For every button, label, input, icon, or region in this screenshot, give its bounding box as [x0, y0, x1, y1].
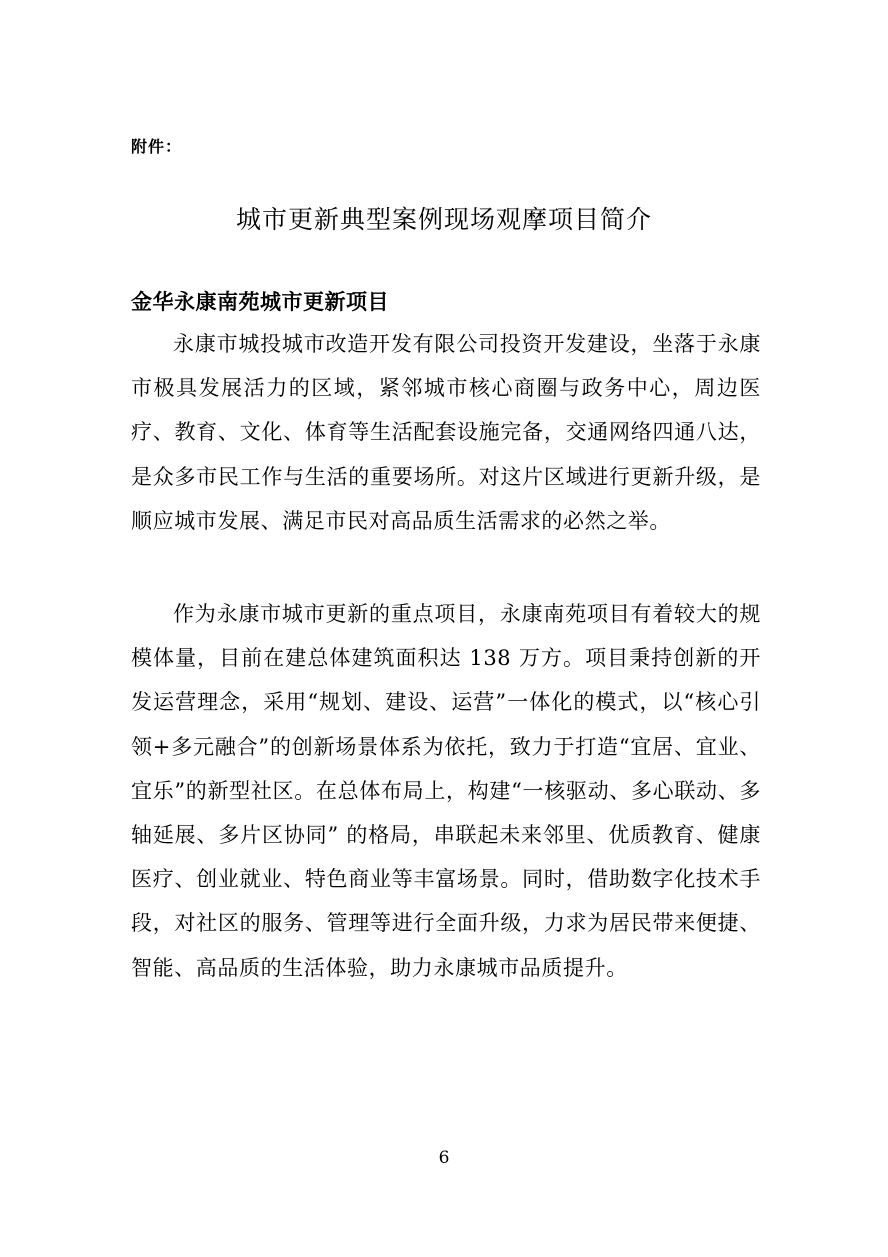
body-paragraph: 永康市城投城市改造开发有限公司投资开发建设，坐落于永康市极具发展活力的区域，紧邻城市核心商圈与政务中心，周边医疗、教育、文化、体育等生活配套设施完备，交通网络四通八达，是众多市民工作与生活的重要场所。对这片区域进行更新升级，是顺应城市发展、满足市民对高品质生活需求的必然之举。	[131, 332, 761, 533]
section-heading: 金华永康南苑城市更新项目	[131, 290, 389, 314]
body-paragraph: 作为永康市城市更新的重点项目，永康南苑项目有着较大的规模体量，目前在建总体建筑面积达 138 万方。项目秉持创新的开发运营理念，采用“规划、建设、运营”一体化的模式，以“核心引领+多元融合”的创新场景体系为依托，致力于打造“宜居、宜业、宜乐”的新型社区。在总体布局上，构建“一核驱动、多心联动、多轴延展、多片区协同” 的格局，串联起未来邻里、优质教育、健康医疗、创业就业、特色商业等丰富场景。同时，借助数字化技术手段，对社区的服务、管理等进行全面升级，力求为居民带来便捷、智能、高品质的生活体验，助力永康城市品质提升。	[131, 602, 761, 980]
page-number: 6	[438, 1148, 450, 1168]
attachment-label: 附件：	[131, 137, 183, 156]
document-title: 城市更新典型案例现场观摩项目简介	[235, 205, 652, 234]
